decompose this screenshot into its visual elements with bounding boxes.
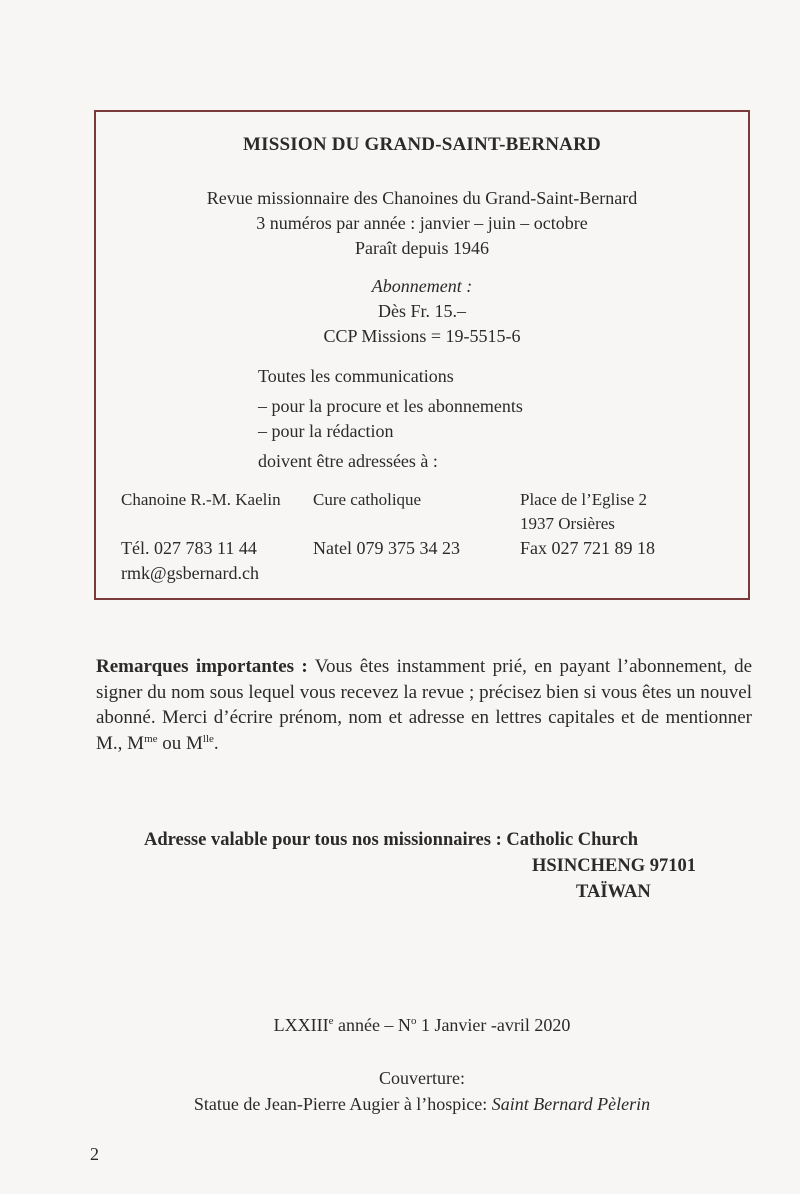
subscription-price: Dès Fr. 15.– — [377, 301, 466, 321]
contact-place: Cure catholique — [313, 490, 422, 509]
remarks-label: Remarques importantes : — [96, 656, 308, 677]
missionaries-address-intro: Adresse valable pour tous nos missionnaires : Catholic Church — [144, 830, 639, 850]
issue-number-sup: o — [410, 1015, 417, 1027]
missionaries-address-city: HSINCHENG 97101 — [532, 856, 696, 876]
revue-description: Revue missionnaire des Chanoines du Grand-Saint-Bernard — [206, 188, 638, 208]
page-number: 2 — [90, 1144, 99, 1164]
communications-item: – pour la rédaction — [258, 421, 394, 441]
mlle-base: M — [186, 732, 203, 754]
published-since: Paraît depuis 1946 — [355, 238, 489, 258]
mlle-sup: lle — [202, 732, 214, 745]
remarks-text: Vous êtes instamment prié, en payant l’abonnement, de signer du nom sous lequel vous recevez la revue ; précisez bien si vous êtes un nouvel abonné. Merci d’écrire prénom, nom et adresse en lettres capitales et de mentionner M., — [96, 656, 752, 754]
cover-desc: Statue de Jean-Pierre Augier à l’hospice: — [193, 1094, 492, 1114]
ccp-account: CCP Missions = 19-5515-6 — [323, 326, 521, 346]
info-box — [94, 110, 750, 600]
issues-per-year: 3 numéros par année : janvier – juin – octobre — [256, 213, 588, 233]
issue-year-word: année – N — [333, 1015, 411, 1035]
remarks-paragraph — [96, 654, 752, 756]
cover-title: Saint Bernard Pèlerin — [491, 1094, 651, 1114]
cover-label: Couverture: — [379, 1068, 465, 1088]
contact-city: 1937 Orsières — [520, 514, 615, 533]
mme-sup: me — [144, 732, 158, 745]
missionaries-address-country: TAÏWAN — [576, 882, 651, 902]
issue-line — [94, 1015, 750, 1036]
issue-date: 1 Janvier -avril 2020 — [416, 1015, 571, 1035]
contact-name: Chanoine R.-M. Kaelin — [121, 490, 281, 509]
issue-year-sup: e — [328, 1015, 334, 1027]
communications-item: – pour la procure et les abonnements — [258, 396, 523, 416]
mme-base: M — [127, 732, 145, 754]
contact-email: rmk@gsbernard.ch — [121, 563, 260, 583]
cover-description — [94, 1094, 750, 1115]
contact-fax: Fax 027 721 89 18 — [520, 538, 655, 558]
subscription-label: Abonnement : — [371, 276, 473, 296]
contact-tel: Tél. 027 783 11 44 — [121, 538, 257, 558]
remarks-ou: ou — [157, 732, 187, 754]
communications-outro: doivent être adressées à : — [258, 451, 438, 471]
remarks-end: . — [213, 732, 219, 754]
issue-year-roman: LXXIII — [273, 1015, 329, 1035]
communications-intro: Toutes les communications — [258, 366, 454, 386]
contact-street: Place de l’Eglise 2 — [520, 490, 647, 509]
contact-natel: Natel 079 375 34 23 — [313, 538, 460, 558]
box-title: MISSION DU GRAND-SAINT-BERNARD — [243, 134, 601, 155]
